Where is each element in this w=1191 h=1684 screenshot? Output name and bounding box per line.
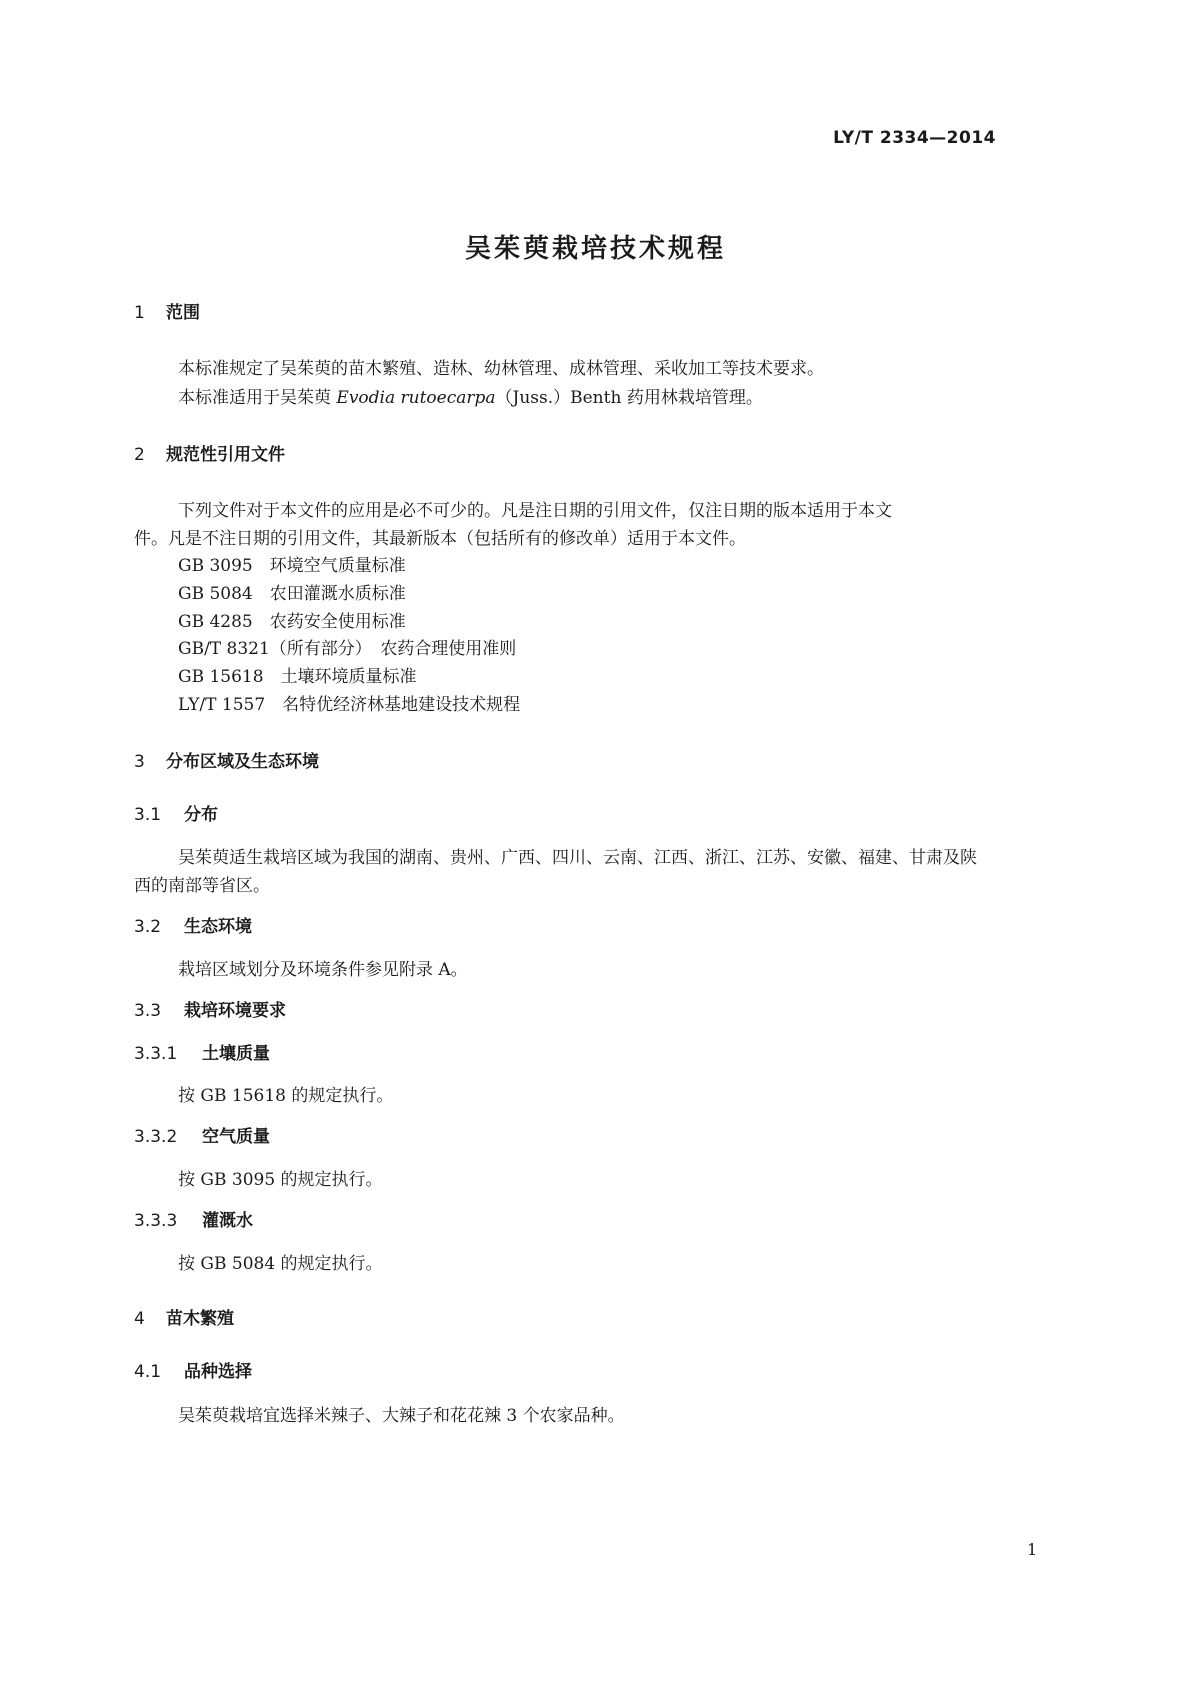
- section-number: 3.3.1: [134, 1044, 178, 1064]
- reference-code: GB 4285: [178, 612, 253, 632]
- section-4-1-text: 吴茱萸栽培宜选择米辣子、大辣子和花花辣 3 个农家品种。: [178, 1406, 625, 1426]
- section-number: 4: [134, 1309, 145, 1329]
- section-title: 空气质量: [202, 1127, 270, 1147]
- section-title: 规范性引用文件: [166, 445, 285, 465]
- reference-item: [178, 662, 417, 687]
- section-title: 分布区域及生态环境: [166, 752, 319, 772]
- section-3-3-3-text: 按 GB 5084 的规定执行。: [178, 1254, 383, 1274]
- reference-code: GB 15618: [178, 667, 264, 687]
- section-title: 品种选择: [184, 1362, 252, 1382]
- reference-item: [178, 551, 406, 576]
- section-2-heading: [134, 440, 285, 465]
- section-2-intro-line-1: 下列文件对于本文件的应用是必不可少的。凡是注日期的引用文件，仅注日期的版本适用于本文: [178, 501, 892, 521]
- section-title: 苗木繁殖: [166, 1309, 234, 1329]
- section-4-heading: [134, 1304, 234, 1329]
- reference-item: [178, 634, 516, 659]
- reference-name: 农药合理使用准则: [380, 639, 517, 659]
- reference-item: [178, 607, 406, 632]
- reference-code: GB 3095: [178, 556, 253, 576]
- section-3-3-1-text: 按 GB 15618 的规定执行。: [178, 1086, 394, 1106]
- reference-item: [178, 579, 406, 604]
- standard-code: LY/T 2334—2014: [833, 128, 996, 148]
- document-title: 吴茱萸栽培技术规程: [464, 234, 726, 264]
- section-number: 2: [134, 445, 145, 465]
- section-3-1-line-1: 吴茱萸适生栽培区域为我国的湖南、贵州、广西、四川、云南、江西、浙江、江苏、安徽、福建、甘肃及陕: [178, 848, 977, 868]
- section-3-3-3-heading: [134, 1206, 253, 1231]
- section-1-paragraph-1: 本标准规定了吴茱萸的苗木繁殖、造林、幼林管理、成林管理、采收加工等技术要求。: [178, 359, 824, 379]
- reference-code: GB 5084: [178, 584, 253, 604]
- section-title: 灌溉水: [202, 1211, 253, 1231]
- section-1-heading: [134, 298, 200, 323]
- section-title: 分布: [184, 805, 218, 825]
- reference-code: GB/T 8321（所有部分）: [178, 639, 364, 659]
- section-number: 3.1: [134, 805, 162, 825]
- page-number: 1: [1027, 1540, 1038, 1559]
- section-number: 3.3.2: [134, 1127, 178, 1147]
- section-3-3-1-heading: [134, 1039, 270, 1064]
- section-1-paragraph-2: [178, 383, 763, 408]
- section-4-1-heading: [134, 1357, 252, 1382]
- reference-code: LY/T 1557: [178, 695, 266, 715]
- text-run: （Juss.）Benth 药用林栽培管理。: [495, 388, 763, 408]
- section-title: 土壤质量: [202, 1044, 270, 1064]
- section-3-1-heading: [134, 800, 218, 825]
- section-2-intro-line-2: 件。凡是不注日期的引用文件，其最新版本（包括所有的修改单）适用于本文件。: [134, 529, 746, 549]
- section-number: 3: [134, 752, 145, 772]
- section-3-heading: [134, 747, 319, 772]
- section-3-2-heading: [134, 912, 252, 937]
- section-number: 3.3.3: [134, 1211, 178, 1231]
- section-3-3-2-heading: [134, 1122, 270, 1147]
- latin-species-name: Evodia rutoecarpa: [336, 388, 496, 408]
- section-3-3-2-text: 按 GB 3095 的规定执行。: [178, 1170, 383, 1190]
- reference-name: 名特优经济林基地建设技术规程: [282, 695, 521, 715]
- section-title: 生态环境: [184, 917, 252, 937]
- reference-name: 环境空气质量标准: [269, 556, 406, 576]
- section-title: 栽培环境要求: [184, 1001, 286, 1021]
- section-number: 4.1: [134, 1362, 162, 1382]
- reference-name: 土壤环境质量标准: [280, 667, 417, 687]
- section-3-1-line-2: 西的南部等省区。: [134, 876, 270, 896]
- reference-name: 农药安全使用标准: [269, 612, 406, 632]
- reference-item: [178, 690, 520, 715]
- section-3-3-heading: [134, 996, 286, 1021]
- text-run: 本标准适用于吴茱萸: [178, 388, 337, 408]
- section-number: 3.2: [134, 917, 162, 937]
- reference-name: 农田灌溉水质标准: [269, 584, 406, 604]
- section-title: 范围: [166, 303, 200, 323]
- section-number: 1: [134, 303, 145, 323]
- section-3-2-text: 栽培区域划分及环境条件参见附录 A。: [178, 960, 468, 980]
- section-number: 3.3: [134, 1001, 162, 1021]
